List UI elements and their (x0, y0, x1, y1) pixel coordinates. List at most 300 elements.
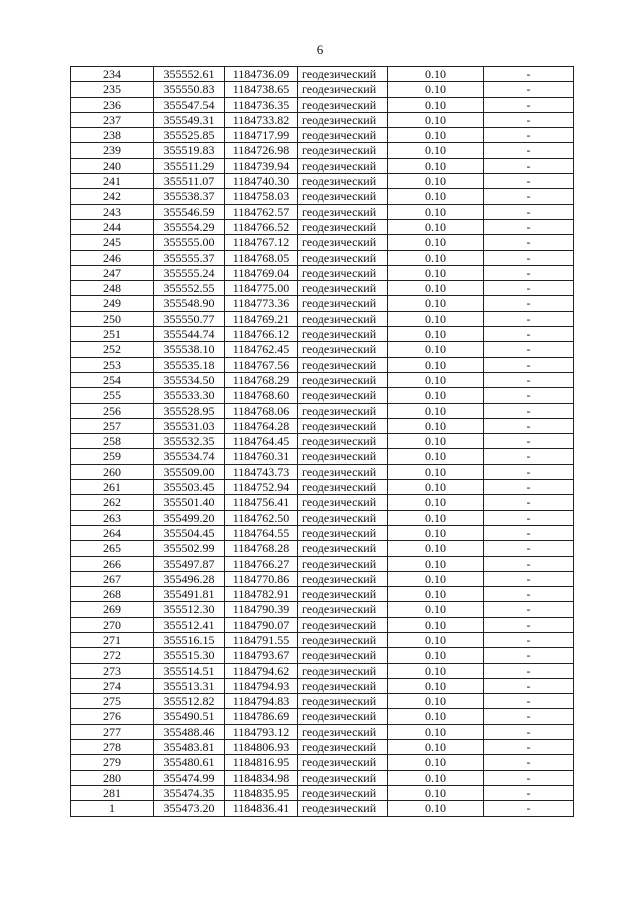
point-number-cell: 275 (71, 694, 154, 709)
note-cell: - (484, 587, 574, 602)
table-row (71, 219, 574, 234)
point-number-cell: 234 (71, 67, 154, 82)
x-coordinate-cell: 355483.81 (154, 740, 225, 755)
x-coordinate-cell: 355525.85 (154, 128, 225, 143)
point-number-cell: 237 (71, 112, 154, 127)
y-coordinate-cell: 1184775.00 (225, 281, 298, 296)
x-coordinate-cell: 355544.74 (154, 327, 225, 342)
x-coordinate-cell: 355555.00 (154, 235, 225, 250)
y-coordinate-cell: 1184770.86 (225, 571, 298, 586)
point-number-cell: 238 (71, 128, 154, 143)
y-coordinate-cell: 1184836.41 (225, 801, 298, 816)
point-number-cell: 258 (71, 434, 154, 449)
x-coordinate-cell: 355516.15 (154, 632, 225, 647)
x-coordinate-cell: 355480.61 (154, 755, 225, 770)
note-cell: - (484, 128, 574, 143)
note-cell: - (484, 541, 574, 556)
note-cell: - (484, 525, 574, 540)
accuracy-cell: 0.10 (388, 678, 484, 693)
method-cell: геодезический (298, 480, 388, 495)
y-coordinate-cell: 1184794.83 (225, 694, 298, 709)
y-coordinate-cell: 1184773.36 (225, 296, 298, 311)
accuracy-cell: 0.10 (388, 663, 484, 678)
method-cell: геодезический (298, 174, 388, 189)
table-row (71, 128, 574, 143)
point-number-cell: 265 (71, 541, 154, 556)
y-coordinate-cell: 1184752.94 (225, 480, 298, 495)
table-row (71, 327, 574, 342)
note-cell: - (484, 388, 574, 403)
point-number-cell: 247 (71, 265, 154, 280)
accuracy-cell: 0.10 (388, 112, 484, 127)
x-coordinate-cell: 355474.35 (154, 785, 225, 800)
x-coordinate-cell: 355552.55 (154, 281, 225, 296)
table-row (71, 250, 574, 265)
point-number-cell: 248 (71, 281, 154, 296)
table-row (71, 97, 574, 112)
x-coordinate-cell: 355549.31 (154, 112, 225, 127)
y-coordinate-cell: 1184768.05 (225, 250, 298, 265)
accuracy-cell: 0.10 (388, 694, 484, 709)
note-cell: - (484, 327, 574, 342)
y-coordinate-cell: 1184758.03 (225, 189, 298, 204)
x-coordinate-cell: 355552.61 (154, 67, 225, 82)
x-coordinate-cell: 355534.50 (154, 372, 225, 387)
table-row (71, 174, 574, 189)
method-cell: геодезический (298, 403, 388, 418)
y-coordinate-cell: 1184769.04 (225, 265, 298, 280)
accuracy-cell: 0.10 (388, 434, 484, 449)
table-row (71, 158, 574, 173)
method-cell: геодезический (298, 327, 388, 342)
y-coordinate-cell: 1184736.09 (225, 67, 298, 82)
y-coordinate-cell: 1184736.35 (225, 97, 298, 112)
note-cell: - (484, 648, 574, 663)
method-cell: геодезический (298, 525, 388, 540)
accuracy-cell: 0.10 (388, 296, 484, 311)
method-cell: геодезический (298, 158, 388, 173)
note-cell: - (484, 281, 574, 296)
accuracy-cell: 0.10 (388, 587, 484, 602)
note-cell: - (484, 219, 574, 234)
accuracy-cell: 0.10 (388, 327, 484, 342)
x-coordinate-cell: 355550.77 (154, 311, 225, 326)
y-coordinate-cell: 1184733.82 (225, 112, 298, 127)
y-coordinate-cell: 1184834.98 (225, 770, 298, 785)
point-number-cell: 240 (71, 158, 154, 173)
x-coordinate-cell: 355550.83 (154, 82, 225, 97)
method-cell: геодезический (298, 571, 388, 586)
method-cell: геодезический (298, 143, 388, 158)
point-number-cell: 255 (71, 388, 154, 403)
y-coordinate-cell: 1184762.45 (225, 342, 298, 357)
table-row (71, 418, 574, 433)
y-coordinate-cell: 1184738.65 (225, 82, 298, 97)
page-number: 6 (316, 42, 324, 57)
x-coordinate-cell: 355531.03 (154, 418, 225, 433)
note-cell: - (484, 265, 574, 280)
point-number-cell: 280 (71, 770, 154, 785)
accuracy-cell: 0.10 (388, 82, 484, 97)
note-cell: - (484, 204, 574, 219)
x-coordinate-cell: 355538.37 (154, 189, 225, 204)
point-number-cell: 271 (71, 632, 154, 647)
x-coordinate-cell: 355512.41 (154, 617, 225, 632)
method-cell: геодезический (298, 434, 388, 449)
table-row (71, 311, 574, 326)
y-coordinate-cell: 1184764.55 (225, 525, 298, 540)
table-row (71, 449, 574, 464)
note-cell: - (484, 112, 574, 127)
table-row (71, 801, 574, 816)
accuracy-cell: 0.10 (388, 281, 484, 296)
accuracy-cell: 0.10 (388, 204, 484, 219)
note-cell: - (484, 82, 574, 97)
x-coordinate-cell: 355499.20 (154, 510, 225, 525)
x-coordinate-cell: 355474.99 (154, 770, 225, 785)
coordinates-table (70, 66, 574, 817)
y-coordinate-cell: 1184766.27 (225, 556, 298, 571)
point-number-cell: 252 (71, 342, 154, 357)
note-cell: - (484, 663, 574, 678)
method-cell: геодезический (298, 265, 388, 280)
table-row (71, 143, 574, 158)
x-coordinate-cell: 355511.07 (154, 174, 225, 189)
table-row (71, 724, 574, 739)
table-row (71, 372, 574, 387)
note-cell: - (484, 678, 574, 693)
accuracy-cell: 0.10 (388, 67, 484, 82)
y-coordinate-cell: 1184764.45 (225, 434, 298, 449)
y-coordinate-cell: 1184740.30 (225, 174, 298, 189)
table-row (71, 587, 574, 602)
accuracy-cell: 0.10 (388, 541, 484, 556)
x-coordinate-cell: 355546.59 (154, 204, 225, 219)
note-cell: - (484, 449, 574, 464)
x-coordinate-cell: 355554.29 (154, 219, 225, 234)
x-coordinate-cell: 355497.87 (154, 556, 225, 571)
method-cell: геодезический (298, 67, 388, 82)
accuracy-cell: 0.10 (388, 770, 484, 785)
method-cell: геодезический (298, 449, 388, 464)
note-cell: - (484, 174, 574, 189)
table-row (71, 82, 574, 97)
point-number-cell: 279 (71, 755, 154, 770)
table-row (71, 204, 574, 219)
y-coordinate-cell: 1184791.55 (225, 632, 298, 647)
note-cell: - (484, 158, 574, 173)
accuracy-cell: 0.10 (388, 648, 484, 663)
x-coordinate-cell: 355501.40 (154, 495, 225, 510)
accuracy-cell: 0.10 (388, 265, 484, 280)
accuracy-cell: 0.10 (388, 418, 484, 433)
accuracy-cell: 0.10 (388, 495, 484, 510)
y-coordinate-cell: 1184766.52 (225, 219, 298, 234)
method-cell: геодезический (298, 770, 388, 785)
x-coordinate-cell: 355514.51 (154, 663, 225, 678)
x-coordinate-cell: 355502.99 (154, 541, 225, 556)
note-cell: - (484, 495, 574, 510)
y-coordinate-cell: 1184739.94 (225, 158, 298, 173)
x-coordinate-cell: 355519.83 (154, 143, 225, 158)
note-cell: - (484, 571, 574, 586)
y-coordinate-cell: 1184717.99 (225, 128, 298, 143)
x-coordinate-cell: 355534.74 (154, 449, 225, 464)
method-cell: геодезический (298, 755, 388, 770)
y-coordinate-cell: 1184743.73 (225, 464, 298, 479)
y-coordinate-cell: 1184794.62 (225, 663, 298, 678)
point-number-cell: 243 (71, 204, 154, 219)
note-cell: - (484, 709, 574, 724)
y-coordinate-cell: 1184793.12 (225, 724, 298, 739)
y-coordinate-cell: 1184767.56 (225, 357, 298, 372)
table-row (71, 663, 574, 678)
point-number-cell: 249 (71, 296, 154, 311)
y-coordinate-cell: 1184793.67 (225, 648, 298, 663)
accuracy-cell: 0.10 (388, 143, 484, 158)
y-coordinate-cell: 1184768.28 (225, 541, 298, 556)
y-coordinate-cell: 1184786.69 (225, 709, 298, 724)
y-coordinate-cell: 1184806.93 (225, 740, 298, 755)
y-coordinate-cell: 1184794.93 (225, 678, 298, 693)
method-cell: геодезический (298, 189, 388, 204)
x-coordinate-cell: 355490.51 (154, 709, 225, 724)
x-coordinate-cell: 355538.10 (154, 342, 225, 357)
accuracy-cell: 0.10 (388, 602, 484, 617)
point-number-cell: 259 (71, 449, 154, 464)
note-cell: - (484, 556, 574, 571)
accuracy-cell: 0.10 (388, 250, 484, 265)
y-coordinate-cell: 1184762.50 (225, 510, 298, 525)
note-cell: - (484, 296, 574, 311)
x-coordinate-cell: 355547.54 (154, 97, 225, 112)
method-cell: геодезический (298, 204, 388, 219)
method-cell: геодезический (298, 418, 388, 433)
accuracy-cell: 0.10 (388, 755, 484, 770)
table-row (71, 556, 574, 571)
accuracy-cell: 0.10 (388, 709, 484, 724)
note-cell: - (484, 143, 574, 158)
x-coordinate-cell: 355535.18 (154, 357, 225, 372)
y-coordinate-cell: 1184768.06 (225, 403, 298, 418)
x-coordinate-cell: 355473.20 (154, 801, 225, 816)
table-row (71, 388, 574, 403)
method-cell: геодезический (298, 357, 388, 372)
note-cell: - (484, 434, 574, 449)
table-row (71, 403, 574, 418)
note-cell: - (484, 235, 574, 250)
method-cell: геодезический (298, 250, 388, 265)
point-number-cell: 278 (71, 740, 154, 755)
table-row (71, 571, 574, 586)
table-row (71, 235, 574, 250)
method-cell: геодезический (298, 617, 388, 632)
y-coordinate-cell: 1184768.29 (225, 372, 298, 387)
point-number-cell: 251 (71, 327, 154, 342)
accuracy-cell: 0.10 (388, 235, 484, 250)
point-number-cell: 246 (71, 250, 154, 265)
x-coordinate-cell: 355503.45 (154, 480, 225, 495)
point-number-cell: 244 (71, 219, 154, 234)
method-cell: геодезический (298, 97, 388, 112)
point-number-cell: 257 (71, 418, 154, 433)
note-cell: - (484, 510, 574, 525)
method-cell: геодезический (298, 82, 388, 97)
note-cell: - (484, 342, 574, 357)
accuracy-cell: 0.10 (388, 724, 484, 739)
method-cell: геодезический (298, 128, 388, 143)
accuracy-cell: 0.10 (388, 311, 484, 326)
table-row (71, 296, 574, 311)
method-cell: геодезический (298, 694, 388, 709)
accuracy-cell: 0.10 (388, 357, 484, 372)
method-cell: геодезический (298, 801, 388, 816)
y-coordinate-cell: 1184768.60 (225, 388, 298, 403)
method-cell: геодезический (298, 112, 388, 127)
accuracy-cell: 0.10 (388, 464, 484, 479)
point-number-cell: 266 (71, 556, 154, 571)
method-cell: геодезический (298, 219, 388, 234)
table-row (71, 694, 574, 709)
accuracy-cell: 0.10 (388, 480, 484, 495)
y-coordinate-cell: 1184835.95 (225, 785, 298, 800)
note-cell: - (484, 403, 574, 418)
table-row (71, 740, 574, 755)
point-number-cell: 253 (71, 357, 154, 372)
note-cell: - (484, 770, 574, 785)
table-row (71, 342, 574, 357)
table-row (71, 709, 574, 724)
note-cell: - (484, 250, 574, 265)
y-coordinate-cell: 1184726.98 (225, 143, 298, 158)
point-number-cell: 272 (71, 648, 154, 663)
method-cell: геодезический (298, 556, 388, 571)
accuracy-cell: 0.10 (388, 632, 484, 647)
method-cell: геодезический (298, 709, 388, 724)
note-cell: - (484, 617, 574, 632)
method-cell: геодезический (298, 785, 388, 800)
method-cell: геодезический (298, 311, 388, 326)
point-number-cell: 254 (71, 372, 154, 387)
table-row (71, 189, 574, 204)
table-row (71, 357, 574, 372)
accuracy-cell: 0.10 (388, 388, 484, 403)
table-row (71, 525, 574, 540)
note-cell: - (484, 801, 574, 816)
coordinates-table-container (70, 66, 573, 817)
point-number-cell: 261 (71, 480, 154, 495)
table-row (71, 785, 574, 800)
point-number-cell: 269 (71, 602, 154, 617)
method-cell: геодезический (298, 602, 388, 617)
x-coordinate-cell: 355533.30 (154, 388, 225, 403)
method-cell: геодезический (298, 281, 388, 296)
table-row (71, 464, 574, 479)
point-number-cell: 235 (71, 82, 154, 97)
accuracy-cell: 0.10 (388, 128, 484, 143)
accuracy-cell: 0.10 (388, 97, 484, 112)
note-cell: - (484, 632, 574, 647)
x-coordinate-cell: 355512.82 (154, 694, 225, 709)
method-cell: геодезический (298, 510, 388, 525)
x-coordinate-cell: 355509.00 (154, 464, 225, 479)
point-number-cell: 245 (71, 235, 154, 250)
accuracy-cell: 0.10 (388, 403, 484, 418)
x-coordinate-cell: 355488.46 (154, 724, 225, 739)
accuracy-cell: 0.10 (388, 525, 484, 540)
table-row (71, 755, 574, 770)
note-cell: - (484, 372, 574, 387)
method-cell: геодезический (298, 342, 388, 357)
method-cell: геодезический (298, 587, 388, 602)
x-coordinate-cell: 355555.24 (154, 265, 225, 280)
x-coordinate-cell: 355513.31 (154, 678, 225, 693)
method-cell: геодезический (298, 724, 388, 739)
note-cell: - (484, 602, 574, 617)
note-cell: - (484, 357, 574, 372)
x-coordinate-cell: 355496.28 (154, 571, 225, 586)
accuracy-cell: 0.10 (388, 740, 484, 755)
note-cell: - (484, 189, 574, 204)
accuracy-cell: 0.10 (388, 189, 484, 204)
note-cell: - (484, 785, 574, 800)
point-number-cell: 264 (71, 525, 154, 540)
table-row (71, 510, 574, 525)
y-coordinate-cell: 1184766.12 (225, 327, 298, 342)
note-cell: - (484, 464, 574, 479)
point-number-cell: 268 (71, 587, 154, 602)
accuracy-cell: 0.10 (388, 372, 484, 387)
point-number-cell: 276 (71, 709, 154, 724)
method-cell: геодезический (298, 388, 388, 403)
note-cell: - (484, 311, 574, 326)
note-cell: - (484, 67, 574, 82)
table-row (71, 617, 574, 632)
table-row (71, 770, 574, 785)
method-cell: геодезический (298, 541, 388, 556)
y-coordinate-cell: 1184782.91 (225, 587, 298, 602)
accuracy-cell: 0.10 (388, 342, 484, 357)
point-number-cell: 281 (71, 785, 154, 800)
point-number-cell: 241 (71, 174, 154, 189)
point-number-cell: 260 (71, 464, 154, 479)
table-row (71, 602, 574, 617)
x-coordinate-cell: 355504.45 (154, 525, 225, 540)
point-number-cell: 277 (71, 724, 154, 739)
point-number-cell: 273 (71, 663, 154, 678)
x-coordinate-cell: 355515.30 (154, 648, 225, 663)
y-coordinate-cell: 1184760.31 (225, 449, 298, 464)
y-coordinate-cell: 1184767.12 (225, 235, 298, 250)
point-number-cell: 236 (71, 97, 154, 112)
accuracy-cell: 0.10 (388, 801, 484, 816)
y-coordinate-cell: 1184790.07 (225, 617, 298, 632)
x-coordinate-cell: 355548.90 (154, 296, 225, 311)
y-coordinate-cell: 1184756.41 (225, 495, 298, 510)
accuracy-cell: 0.10 (388, 158, 484, 173)
point-number-cell: 263 (71, 510, 154, 525)
method-cell: геодезический (298, 740, 388, 755)
note-cell: - (484, 97, 574, 112)
table-row (71, 265, 574, 280)
point-number-cell: 1 (71, 801, 154, 816)
method-cell: геодезический (298, 235, 388, 250)
point-number-cell: 270 (71, 617, 154, 632)
accuracy-cell: 0.10 (388, 571, 484, 586)
method-cell: геодезический (298, 663, 388, 678)
table-row (71, 281, 574, 296)
note-cell: - (484, 480, 574, 495)
